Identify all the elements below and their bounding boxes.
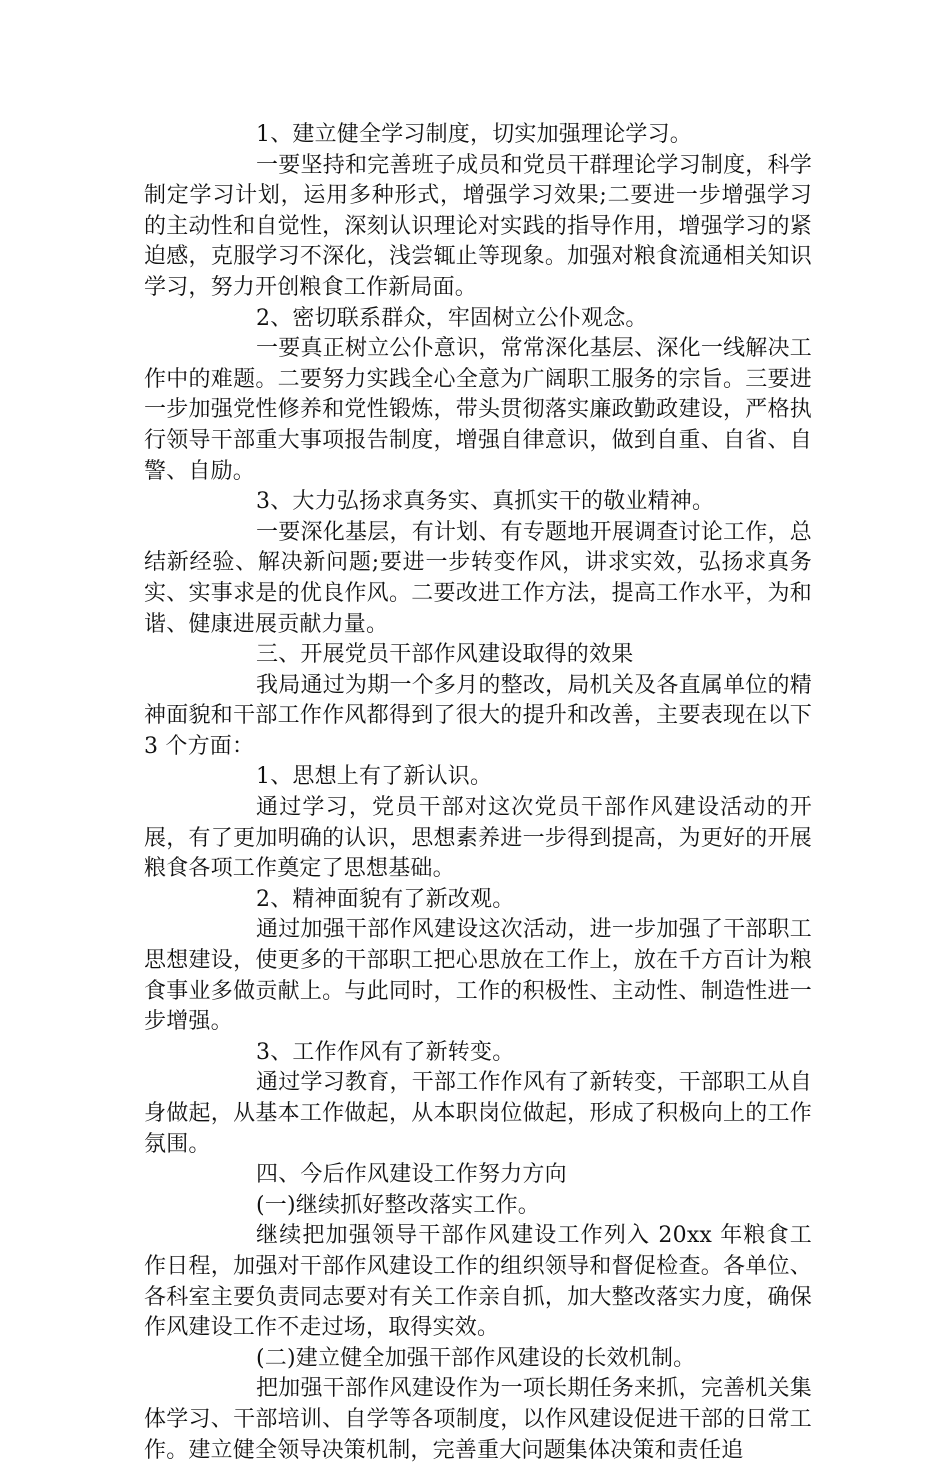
paragraph-new-style-body: 通过学习教育，干部工作作风有了新转变，干部职工从自身做起，从基本工作做起，从本职岗位做起，形成了积极向上的工作氛围。 bbox=[144, 1070, 812, 1157]
paragraph-dedication-body: 一要深化基层，有计划、有专题地开展调查讨论工作，总结新经验、解决新问题;要进一步转变作风，讲求实效，弘扬求真务实、实事求是的优良作风。二要改进工作方法，提高工作水平，为和谐、健康进展贡献力量。 bbox=[144, 519, 812, 637]
paragraph-heading-study-system: 1、建立健全学习制度，切实加强理论学习。 bbox=[256, 122, 692, 147]
paragraph-heading-rectification: (一)继续抓好整改落实工作。 bbox=[256, 1192, 540, 1218]
section-heading-future-direction: 四、今后作风建设工作努力方向 bbox=[256, 1162, 567, 1188]
paragraph-effects-intro: 我局通过为期一个多月的整改，局机关及各直属单位的精神面貌和干部工作作风都得到了很大的提升和改善，主要表现在以下 3 个方面： bbox=[144, 672, 812, 759]
paragraph-long-term-mechanism-body: 把加强干部作风建设作为一项长期任务来抓，完善机关集体学习、干部培训、自学等各项制度，以作风建设促进干部的日常工作。建立健全领导决策机制，完善重大问题集体决策和责任追 bbox=[144, 1376, 812, 1463]
paragraph-contact-masses-body: 一要真正树立公仆意识，常常深化基层、深化一线解决工作中的难题。二要努力实践全心全意为广阔职工服务的宗旨。三要进一步加强党性修养和党性锻炼，带头贯彻落实廉政勤政建设，严格执行领导干部重大事项报告制度，增强自律意识，做到自重、自省、自警、自励。 bbox=[144, 336, 812, 484]
paragraph-heading-new-outlook: 2、精神面貌有了新改观。 bbox=[256, 886, 515, 912]
document-page bbox=[144, 120, 812, 1466]
paragraph-new-understanding-body: 通过学习，党员干部对这次党员干部作风建设活动的开展，有了更加明确的认识，思想素养进一步得到提高，为更好的开展粮食各项工作奠定了思想基础。 bbox=[144, 795, 812, 882]
paragraph-study-system-body: 一要坚持和完善班子成员和党员干群理论学习制度，科学制定学习计划，运用多种形式，增强学习效果;二要进一步增强学习的主动性和自觉性，深刻认识理论对实践的指导作用，增强学习的紧迫感，克服学习不深化，浅尝辄止等现象。加强对粮食流通相关知识学习，努力开创粮食工作新局面。 bbox=[144, 152, 812, 300]
paragraph-heading-new-style: 3、工作作风有了新转变。 bbox=[256, 1039, 515, 1065]
paragraph-heading-contact-masses: 2、密切联系群众，牢固树立公仆观念。 bbox=[256, 305, 648, 331]
section-heading-effects: 三、开展党员干部作风建设取得的效果 bbox=[256, 642, 634, 668]
paragraph-heading-dedication: 3、大力弘扬求真务实、真抓实干的敬业精神。 bbox=[256, 489, 715, 515]
paragraph-heading-new-understanding: 1、思想上有了新认识。 bbox=[256, 764, 493, 790]
paragraph-heading-long-term-mechanism: (二)建立健全加强干部作风建设的长效机制。 bbox=[256, 1345, 696, 1371]
paragraph-rectification-body: 继续把加强领导干部作风建设工作列入 20xx 年粮食工作日程，加强对干部作风建设工作的组织领导和督促检查。各单位、各科室主要负责同志要对有关工作亲自抓，加大整改落实力度，确保作风建设工作不走过场，取得实效。 bbox=[144, 1223, 812, 1341]
paragraph-new-outlook-body: 通过加强干部作风建设这次活动，进一步加强了干部职工思想建设，使更多的干部职工把心思放在工作上，放在千方百计为粮食事业多做贡献上。与此同时，工作的积极性、主动性、制造性进一步增强。 bbox=[144, 917, 812, 1035]
